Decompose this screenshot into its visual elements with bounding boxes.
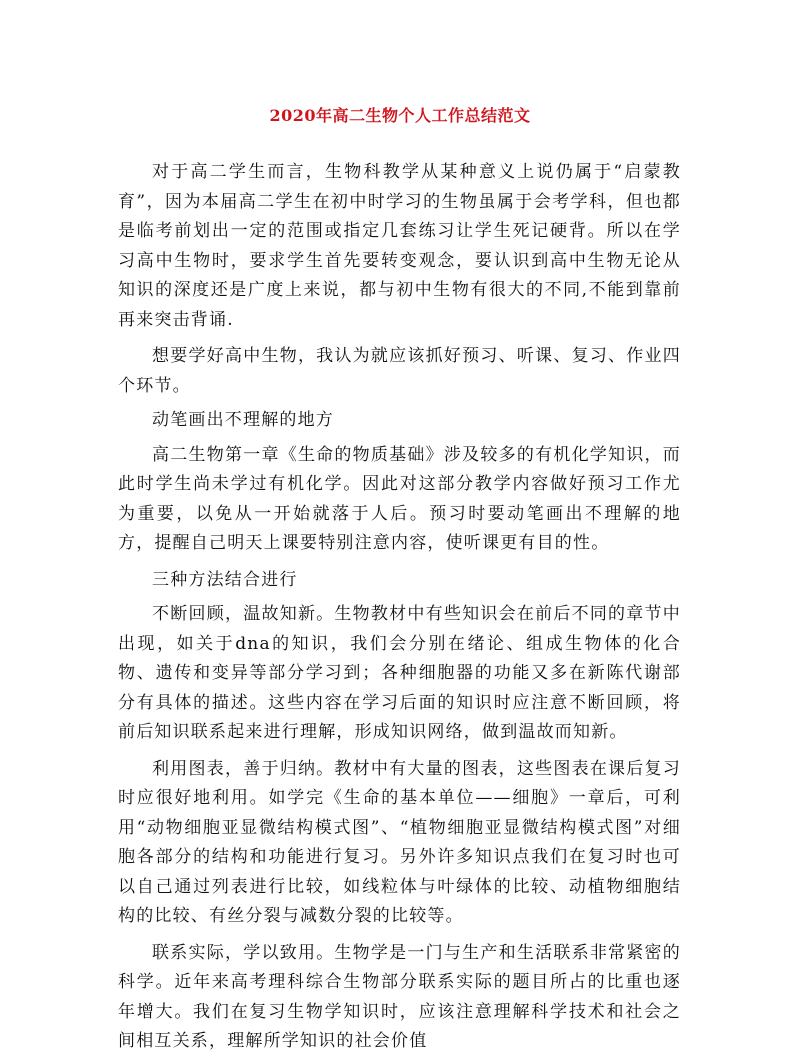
section-heading-preview: 动笔画出不理解的地方	[152, 410, 334, 430]
section-heading-methods: 三种方法结合进行	[152, 569, 298, 590]
paragraph-intro: 对于高二学生而言，生物科教学从某种意义上说仍属于“启蒙教育”，因为本届高二学生在初中时学习的生物虽属于会考学科，但也都是临考前划出一定的范围或指定几套练习让学生死记硬背。所以在学习高中生物时，要求学生首先要转变观念，要认识到高中生物无论从知识的深度还是广度上来说，都与初中生物有很大的不同,不能到靠前再来突击背诵.	[118, 162, 681, 330]
paragraph-preview: 高二生物第一章《生命的物质基础》涉及较多的有机化学知识，而此时学生尚未学过有机化学。因此对这部分教学内容做好预习工作尤为重要，以免从一开始就落于人后。预习时要动笔画出不理解的地方，提醒自己明天上课要特别注意内容，使听课更有目的性。	[118, 444, 681, 553]
document-body	[118, 158, 681, 1064]
paragraph-review: 不断回顾，温故知新。生物教材中有些知识会在前后不同的章节中出现，如关于dna的知识，我们会分别在绪论、组成生物体的化合物、遗传和变异等部分学习到；各种细胞器的功能又多在新陈代谢部分有具体的描述。这些内容在学习后面的知识时应注意不断回顾，将前后知识联系起来进行理解，形成知识网络，做到温故而知新。	[118, 604, 681, 742]
paragraph-practice: 联系实际，学以致用。生物学是一门与生产和生活联系非常紧密的科学。近年来高考理科综合生物部分联系实际的题目所占的比重也逐年增大。我们在复习生物学知识时，应该注意理解科学技术和社会之间相互关系，理解所学知识的社会价值	[118, 942, 681, 1051]
paragraph-four-steps: 想要学好高中生物，我认为就应该抓好预习、听课、复习、作业四个环节。	[118, 346, 681, 396]
page-title: 2020年高二生物个人工作总结范文	[269, 106, 531, 125]
paragraph-charts: 利用图表，善于归纳。教材中有大量的图表，这些图表在课后复习时应很好地利用。如学完《生命的基本单位——细胞》一章后，可利用“动物细胞亚显微结构模式图”、“植物细胞亚显微结构模式图”对细胞各部分的结构和功能进行复习。另外许多知识点我们在复习时也可以自己通过列表进行比较，如线粒体与叶绿体的比较、动植物细胞结构的比较、有丝分裂与减数分裂的比较等。	[118, 758, 681, 926]
